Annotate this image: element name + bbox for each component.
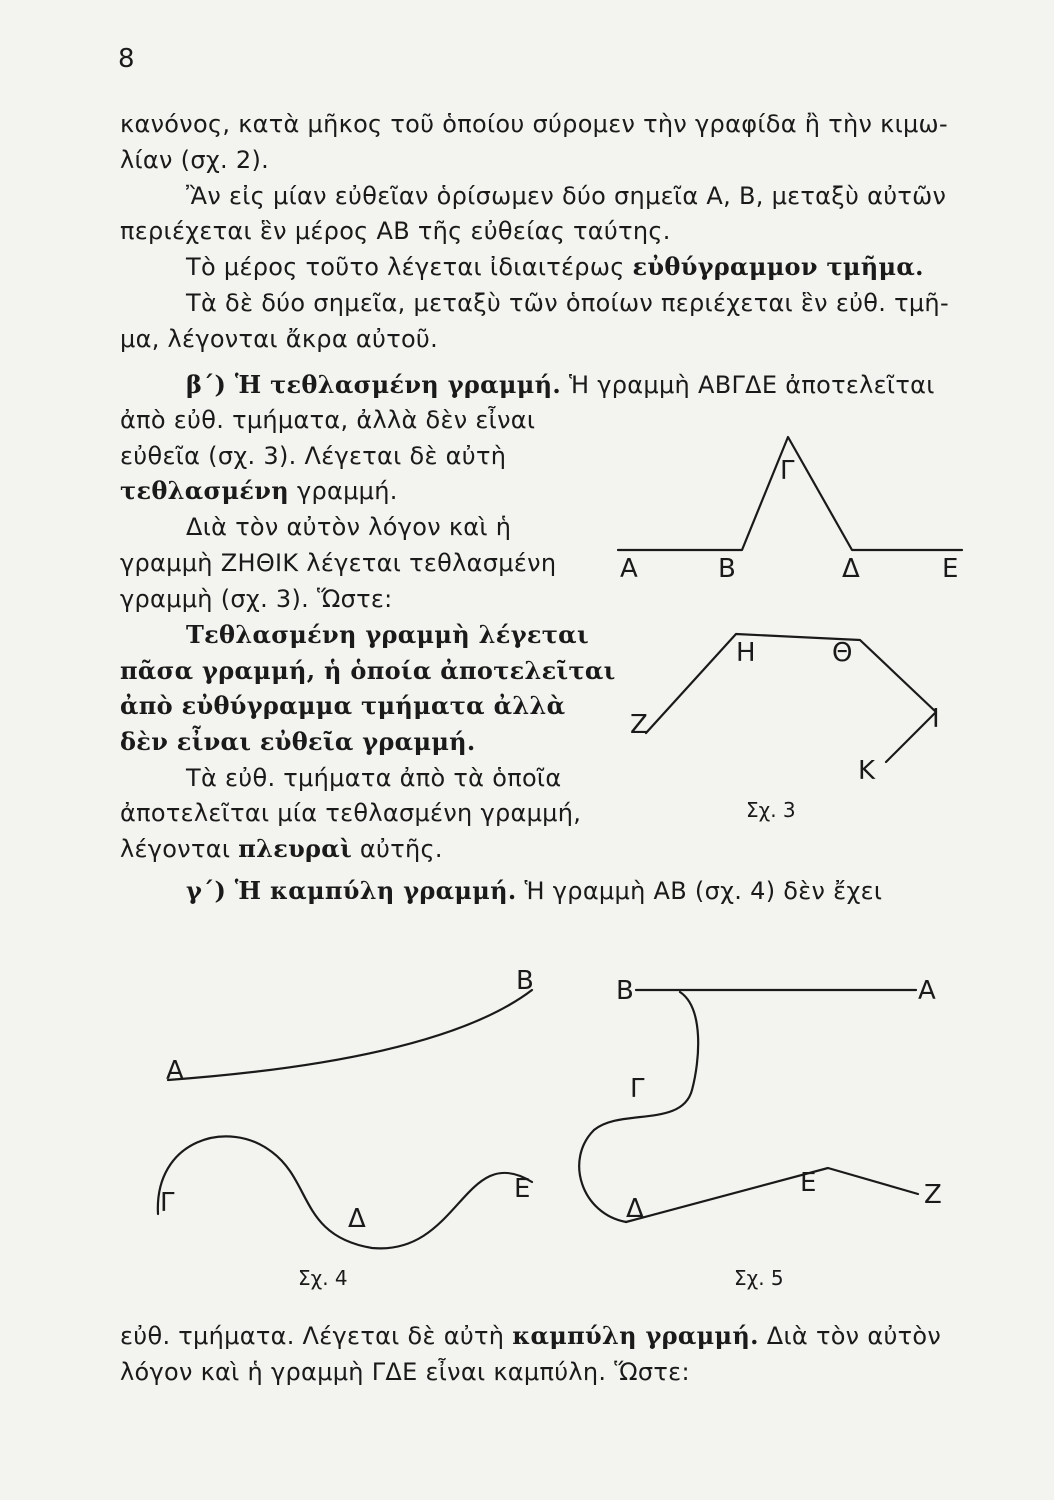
section-heading-broken-line: β΄) Ἡ τεθλασμένη γραμμή. bbox=[186, 370, 562, 399]
fig5-label-d: Δ bbox=[626, 1194, 644, 1224]
fig3-label-h: Η bbox=[736, 638, 756, 668]
fig4-label-a: Α bbox=[166, 1056, 184, 1086]
text-line-14: γραμμὴ (σχ. 3). Ὥστε: bbox=[120, 585, 393, 613]
fig5-label-g: Γ bbox=[630, 1074, 645, 1104]
text-line-12: Διὰ τὸν αὐτὸν λόγον καὶ ἡ bbox=[186, 513, 512, 541]
text-span: εὐθ. τμήματα. Λέγεται δὲ αὐτὴ bbox=[120, 1322, 505, 1350]
fig5-curve bbox=[579, 992, 698, 1222]
fig5-label-e: Ε bbox=[800, 1168, 817, 1198]
term-straight-segment: εὐθύγραμμον τμῆμα. bbox=[632, 252, 924, 281]
text-line-7: μα, λέγονται ἄκρα αὐτοῦ. bbox=[120, 325, 439, 353]
fig4-label-e: Ε bbox=[514, 1174, 531, 1204]
term-broken: τεθλασμένη bbox=[120, 476, 289, 505]
text-span: Διὰ τὸν αὐτὸν bbox=[766, 1322, 942, 1350]
text-line-1: κανόνος, κατὰ μῆκος τοῦ ὁποίου σύρομεν τὴν γραφίδα ἢ τὴν κιμω- bbox=[120, 110, 948, 138]
text-line-24: λόγον καὶ ἡ γραμμὴ ΓΔΕ εἶναι καμπύλη. Ὥστε: bbox=[120, 1358, 690, 1386]
fig3-label-k: Κ bbox=[858, 756, 876, 786]
fig5-broken-line bbox=[626, 1168, 918, 1222]
term-sides: πλευραὶ bbox=[238, 834, 352, 863]
definition-line-4: δὲν εἶναι εὐθεῖα γραμμή. bbox=[120, 727, 476, 756]
text-line-6: Τὰ δὲ δύο σημεῖα, μεταξὺ τῶν ὁποίων περιέχεται ἓν εὐθ. τμῆ- bbox=[186, 289, 949, 317]
fig3-label-g: Γ bbox=[780, 456, 795, 486]
fig5-caption: Σχ. 5 bbox=[734, 1266, 784, 1290]
page-number: 8 bbox=[118, 44, 135, 74]
text-line-13: γραμμὴ ΖΗΘΙΚ λέγεται τεθλασμένη bbox=[120, 549, 557, 577]
fig4-label-d: Δ bbox=[348, 1204, 366, 1234]
text-line-3: Ἂν εἰς μίαν εὐθεῖαν ὁρίσωμεν δύο σημεῖα Α, Β, μεταξὺ αὐτῶν bbox=[186, 182, 947, 210]
definition-line-1: Τεθλασμένη γραμμὴ λέγεται bbox=[186, 620, 589, 649]
fig5-label-b: Β bbox=[616, 976, 634, 1006]
text-span: Ἡ γραμμὴ ΑΒ (σχ. 4) δὲν ἔχει bbox=[524, 877, 883, 905]
fig3-broken-line-abgde bbox=[618, 437, 962, 550]
fig4-label-b: Β bbox=[516, 966, 534, 996]
text-line-19: Τὰ εὐθ. τμήματα ἀπὸ τὰ ὁποῖα bbox=[186, 764, 562, 792]
fig3-label-th: Θ bbox=[832, 638, 853, 668]
fig5-label-a: Α bbox=[918, 976, 936, 1006]
fig5-label-z: Ζ bbox=[924, 1180, 942, 1210]
text-line-10: εὐθεῖα (σχ. 3). Λέγεται δὲ αὐτὴ bbox=[120, 442, 507, 470]
text-line-4: περιέχεται ἓν μέρος ΑΒ τῆς εὐθείας ταύτης. bbox=[120, 217, 671, 245]
section-heading-curved-line: γ΄) Ἡ καμπύλη γραμμή. bbox=[186, 876, 517, 905]
fig4-curve-gde bbox=[158, 1136, 532, 1248]
text-span: αὐτῆς. bbox=[359, 835, 443, 863]
fig4-caption: Σχ. 4 bbox=[298, 1266, 348, 1290]
fig3-label-z: Ζ bbox=[630, 710, 648, 740]
fig3-broken-line-zhthik bbox=[646, 634, 936, 762]
fig3-label-a: Α bbox=[620, 554, 638, 584]
text-line-2: λίαν (σχ. 2). bbox=[120, 146, 270, 174]
term-curved-line: καμπύλη γραμμή. bbox=[512, 1321, 759, 1350]
fig3-label-e: Ε bbox=[942, 554, 959, 584]
text-span: Τὸ μέρος τοῦτο λέγεται ἰδιαιτέρως bbox=[186, 253, 625, 281]
fig3-label-b: Β bbox=[718, 554, 736, 584]
text-line-9: ἀπὸ εὐθ. τμήματα, ἀλλὰ δὲν εἶναι bbox=[120, 406, 536, 434]
fig3-caption: Σχ. 3 bbox=[746, 798, 796, 822]
text-span: Ἡ γραμμὴ ΑΒΓΔΕ ἀποτελεῖται bbox=[568, 371, 935, 399]
fig3-label-i: Ι bbox=[932, 704, 940, 734]
fig4-label-g: Γ bbox=[160, 1188, 175, 1218]
definition-line-2: πᾶσα γραμμή, ἡ ὁποία ἀποτελεῖται bbox=[120, 656, 616, 685]
fig3-label-d: Δ bbox=[842, 554, 860, 584]
fig4-curve-ab bbox=[168, 990, 532, 1080]
definition-line-3: ἀπὸ εὐθύγραμμα τμήματα ἀλλὰ bbox=[120, 691, 566, 720]
text-line-20: ἀποτελεῖται μία τεθλασμένη γραμμή, bbox=[120, 799, 582, 827]
text-span: γραμμή. bbox=[296, 477, 398, 505]
text-span: λέγονται bbox=[120, 835, 231, 863]
